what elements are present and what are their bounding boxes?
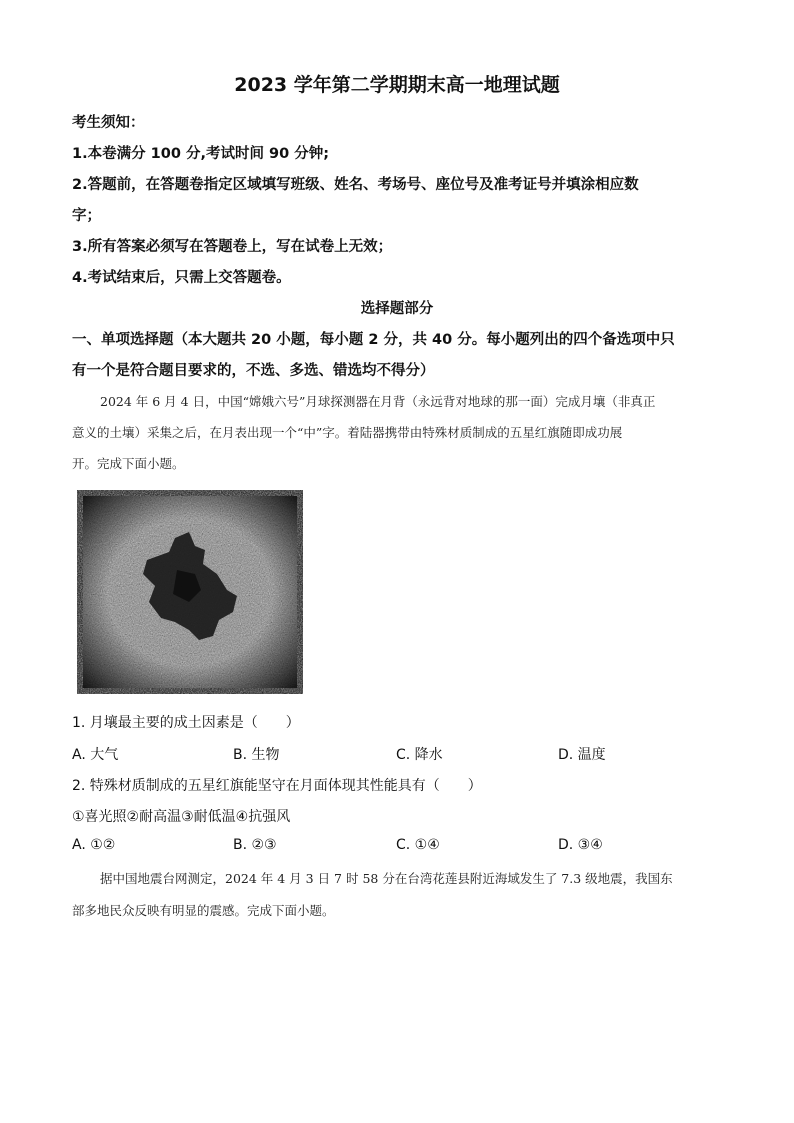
lunar-flag-photo [77, 490, 303, 694]
option-b: B. ②③ [233, 837, 277, 853]
part-heading: 一、单项选择题（本大题共 20 小题，每小题 2 分，共 40 分。每小题列出的四个备选项中只 [72, 332, 675, 348]
part-heading: 有一个是符合题目要求的，不选、多选、错选均不得分） [72, 363, 435, 379]
lunar-surface-image [77, 490, 303, 694]
question-choices: ①喜光照②耐高温③耐低温④抗强风 [72, 809, 291, 825]
passage-line: 开。完成下面小题。 [72, 456, 185, 471]
option-d: D. 温度 [558, 747, 606, 763]
passage-line: 据中国地震台网测定，2024 年 4 月 3 日 7 时 58 分在台湾花莲县附近海域发生了 7.3 级地震，我国东 [100, 871, 673, 886]
notice-item: 1.本卷满分 100 分,考试时间 90 分钟; [72, 146, 330, 162]
option-b: B. 生物 [233, 747, 280, 763]
notice-item: 4.考试结束后，只需上交答题卷。 [72, 270, 291, 286]
option-c: C. 降水 [396, 747, 443, 763]
question-stem: 2. 特殊材质制成的五星红旗能坚守在月面体现其性能具有（ ） [72, 778, 482, 794]
page-title: 2023 学年第二学期期末高一地理试题 [234, 74, 560, 96]
question-stem: 1. 月壤最主要的成土因素是（ ） [72, 715, 300, 731]
section-title: 选择题部分 [360, 301, 434, 317]
passage-line: 部多地民众反映有明显的震感。完成下面小题。 [72, 903, 335, 918]
option-d: D. ③④ [558, 837, 603, 853]
option-a: A. ①② [72, 837, 116, 853]
notice-item: 字； [72, 208, 101, 224]
notice-item: 2.答题前，在答题卷指定区域填写班级、姓名、考场号、座位号及准考证号并填涂相应数 [72, 177, 639, 193]
option-c: C. ①④ [396, 837, 440, 853]
option-a: A. 大气 [72, 747, 119, 763]
passage-line: 意义的土壤）采集之后，在月表出现一个“中”字。着陆器携带由特殊材质制成的五星红旗随即成功展 [72, 425, 623, 440]
passage-line: 2024 年 6 月 4 日，中国“嫦娥六号”月球探测器在月背（永远背对地球的那一面）完成月壤（非真正 [100, 394, 656, 409]
notice-item: 3.所有答案必须写在答题卷上，写在试卷上无效； [72, 239, 393, 255]
notice-heading: 考生须知： [72, 115, 145, 131]
